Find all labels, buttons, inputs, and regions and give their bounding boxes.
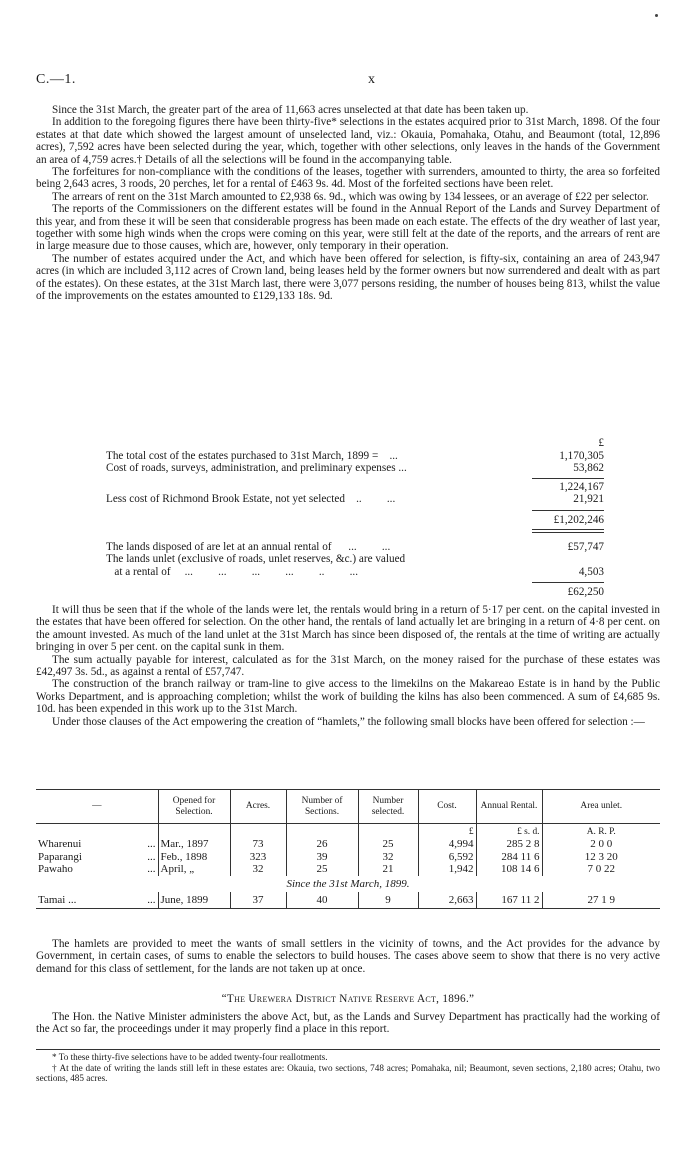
- opened-cell: Mar., 1897: [158, 838, 230, 850]
- leader-dots: ...: [147, 863, 156, 876]
- acres-cell: 37: [230, 892, 286, 909]
- paper-reference: C.—1.: [36, 72, 76, 87]
- cost-label: The total cost of the estates purchased to 31st March, 1899 = ...: [106, 449, 398, 462]
- cost-cell: 2,663: [418, 892, 476, 909]
- currency-symbol: £: [598, 437, 604, 449]
- leader-dots: ...: [147, 850, 156, 863]
- column-header: Annual Rental.: [476, 790, 542, 824]
- scan-mark: [655, 14, 658, 17]
- paragraph: The sum actually payable for interest, calculated as for the 31st March, on the money raised for the purchase of these estates was £42,497 3s. 5d., as against a rental of £57,747.: [36, 653, 660, 679]
- leader-dots: ...: [147, 838, 156, 851]
- cost-statement: [36, 437, 660, 599]
- body-section-4: [36, 1011, 660, 1036]
- paragraph: The forfeitures for non-compliance with the conditions of the leases, together with surrenders, amounted to thirty, the area so forfeited being 2,643 acres, 3 roods, 20 perches, let for a rental of £463 9s. 4d. Most of the forfeited sections have been relet.: [36, 166, 660, 191]
- table-header-row: [36, 790, 660, 824]
- hamlets-table: [36, 789, 660, 909]
- richmond-value: 21,921: [573, 493, 604, 506]
- opened-cell: Feb., 1898: [158, 851, 230, 863]
- roads-value: 53,862: [573, 462, 604, 475]
- sections-cell: 26: [286, 838, 358, 850]
- let-label: The lands disposed of are let at an annual rental of ... ...: [106, 540, 391, 553]
- sections-cell: 25: [286, 863, 358, 875]
- column-header: Area unlet.: [542, 790, 660, 824]
- unlet-label: The lands unlet (exclusive of roads, unlet reserves, &c.) are valued: [106, 553, 406, 566]
- footnotes: [36, 1052, 660, 1084]
- subtotal-value: 1,224,167: [559, 480, 604, 493]
- paragraph: The number of estates acquired under the Act, and which have been offered for selection, is fifty-six, containing an area of 243,947 acres (in which are included 3,112 acres of Crown land, being leases held by the former owners but now surrendered and dealt with as part of the estates). On these estates, at the 31st March last, there were 3,077 persons residing, the number of houses being 813, whilst the value of the improvements on the estates amounted to £129,133 18s. 9d.: [36, 252, 660, 303]
- table-row: [36, 851, 660, 863]
- paragraph: Since the 31st March, the greater part of the area of 11,663 acres unselected at that date has been taken up.: [52, 104, 529, 116]
- since-row: [36, 876, 660, 892]
- body-section-2: [36, 604, 660, 728]
- since-label: Since the 31st March, 1899.: [286, 877, 410, 890]
- selected-cell: 9: [358, 892, 418, 909]
- column-header: Cost.: [418, 790, 476, 824]
- cost-cell: 1,942: [418, 863, 476, 875]
- table-row: [36, 892, 660, 909]
- paragraph: The hamlets are provided to meet the wants of small settlers in the vicinity of towns, and the Act provides for the advance by Government, in certain cases, of sums to enable the selectors to build houses. The cases above seem to show that there is no very active demand for this class of settlement, for the lands are not taken up at once.: [36, 938, 660, 975]
- area-cell: 2 0 0: [542, 838, 660, 850]
- total-value: £1,202,246: [553, 513, 604, 526]
- acres-cell: 323: [230, 851, 286, 863]
- section-heading: “The Urewera District Native Reserve Act, 1896.”: [221, 993, 475, 1005]
- unlet-label-continued: at a rental of ... ... ... ... .. ...: [106, 565, 358, 578]
- rental-cell: 284 11 6: [476, 851, 542, 863]
- hamlet-name: Wharenui: [38, 838, 82, 851]
- double-rule: [532, 529, 604, 530]
- selected-cell: 25: [358, 838, 418, 850]
- paragraph: The construction of the branch railway or tram-line to give access to the limekilns on the Makareao Estate is in hand by the Public Works Department, and is approaching completion; whilst the work of building the kilns has also been commenced. A sum of £4,685 9s. 10d. has been expended in this work up to the 31st March.: [36, 678, 660, 716]
- unlet-value: 4,503: [578, 565, 604, 578]
- column-header: Number of Sections.: [286, 790, 358, 824]
- hamlet-name: Pawaho: [38, 863, 73, 876]
- leader-dots: ...: [147, 894, 156, 907]
- units-row: [36, 824, 660, 839]
- column-header: Number selected.: [358, 790, 418, 824]
- rental-cell: 167 11 2: [476, 892, 542, 909]
- acres-cell: 73: [230, 838, 286, 850]
- sections-cell: 39: [286, 851, 358, 863]
- area-cell: 27 1 9: [542, 892, 660, 909]
- paragraph: Under those clauses of the Act empowering the creation of “hamlets,” the following small blocks have been offered for selection :—: [52, 715, 645, 728]
- cost-value: 1,170,305: [559, 449, 604, 462]
- table-row: [36, 863, 660, 875]
- cost-unit: £: [418, 824, 476, 839]
- acres-cell: 32: [230, 863, 286, 875]
- selected-cell: 32: [358, 851, 418, 863]
- rental-unit: £ s. d.: [476, 824, 542, 839]
- opened-cell: April, „: [158, 863, 230, 875]
- footnote: * To these thirty-five selections have to be added twenty-four reallotments.: [52, 1052, 328, 1062]
- paragraph: It will thus be seen that if the whole of the lands were let, the rentals would bring in a return of 5·17 per cent. on the capital invested in the estates that have been offered for selection. On the other hand, the rentals of land actually let are bringing in a return of 4·8 per cent. on the amount invested. As much of the land unlet at the 31st March has since been disposed of, the rentals at the time of writing are actually bringing in over 5 per cent. on the capital sunk in them.: [36, 604, 660, 654]
- sum-rule: [532, 478, 604, 479]
- footnote-rule: [36, 1049, 660, 1050]
- paragraph: The Hon. the Native Minister administers the above Act, but, as the Lands and Survey Department has practically had the working of the Act so far, the proceedings under it may properly find a place in this report.: [36, 1011, 660, 1036]
- area-unit: A. R. P.: [542, 824, 660, 839]
- paragraph: The arrears of rent on the 31st March amounted to £2,938 6s. 9d., which was owing by 134 lessees, or an average of £22 per selector.: [52, 190, 649, 203]
- column-header: —: [36, 790, 158, 824]
- column-header: Acres.: [230, 790, 286, 824]
- rental-total: £62,250: [567, 586, 604, 599]
- paragraph: In addition to the foregoing figures there have been thirty-five* selections in the estates acquired prior to 31st March, 1898. Of the four estates at that date which showed the largest amount of unselected land, viz.: Okauia, Pomahaka, Otahu, and Beaumont (total, 12,896 acres), 7,592 acres have been selected during the year, which, together with other selections, only leaves in the hands of the Government an area of 4,759 acres.† Details of all the selections will be found in the accompanying table.: [36, 116, 660, 166]
- double-rule: [532, 532, 604, 533]
- opened-cell: June, 1899: [158, 892, 230, 909]
- footnote: † At the date of writing the lands still left in these estates are: Okauia, two sections, 748 acres; Pomahaka, nil; Beaumont, seven sections, 2,180 acres; Otahu, two sections, 485 acres.: [36, 1062, 660, 1084]
- rental-cell: 108 14 6: [476, 863, 542, 875]
- sections-cell: 40: [286, 892, 358, 909]
- hamlet-name: Paparangi: [38, 850, 82, 863]
- area-cell: 12 3 20: [542, 851, 660, 863]
- richmond-label: Less cost of Richmond Brook Estate, not yet selected .. ...: [106, 493, 396, 506]
- body-section-1: [36, 104, 660, 303]
- rental-cell: 285 2 8: [476, 838, 542, 850]
- area-cell: 7 0 22: [542, 863, 660, 875]
- body-section-3: [36, 938, 660, 975]
- cost-cell: 6,592: [418, 851, 476, 863]
- column-header: Opened for Selection.: [158, 790, 230, 824]
- hamlet-name: Tamai ...: [38, 894, 77, 907]
- selected-cell: 21: [358, 863, 418, 875]
- page-number: x: [368, 72, 375, 87]
- table-row: [36, 838, 660, 850]
- cost-cell: 4,994: [418, 838, 476, 850]
- sum-rule: [532, 582, 604, 583]
- roads-label: Cost of roads, surveys, administration, and preliminary expenses ...: [106, 462, 407, 475]
- let-value: £57,747: [567, 540, 604, 553]
- paragraph: The reports of the Commissioners on the different estates will be found in the Annual Report of the Lands and Survey Department of this year, and from these it will be seen that considerable progress has been made on each estate. The effects of the dry weather of last year, together with some high winds when the crops were coming on this year, were still felt at the date of the reports, and the arrears of rent are in large measure due to those causes, which are, however, only temporary in their operation.: [36, 203, 660, 253]
- sum-rule: [532, 510, 604, 511]
